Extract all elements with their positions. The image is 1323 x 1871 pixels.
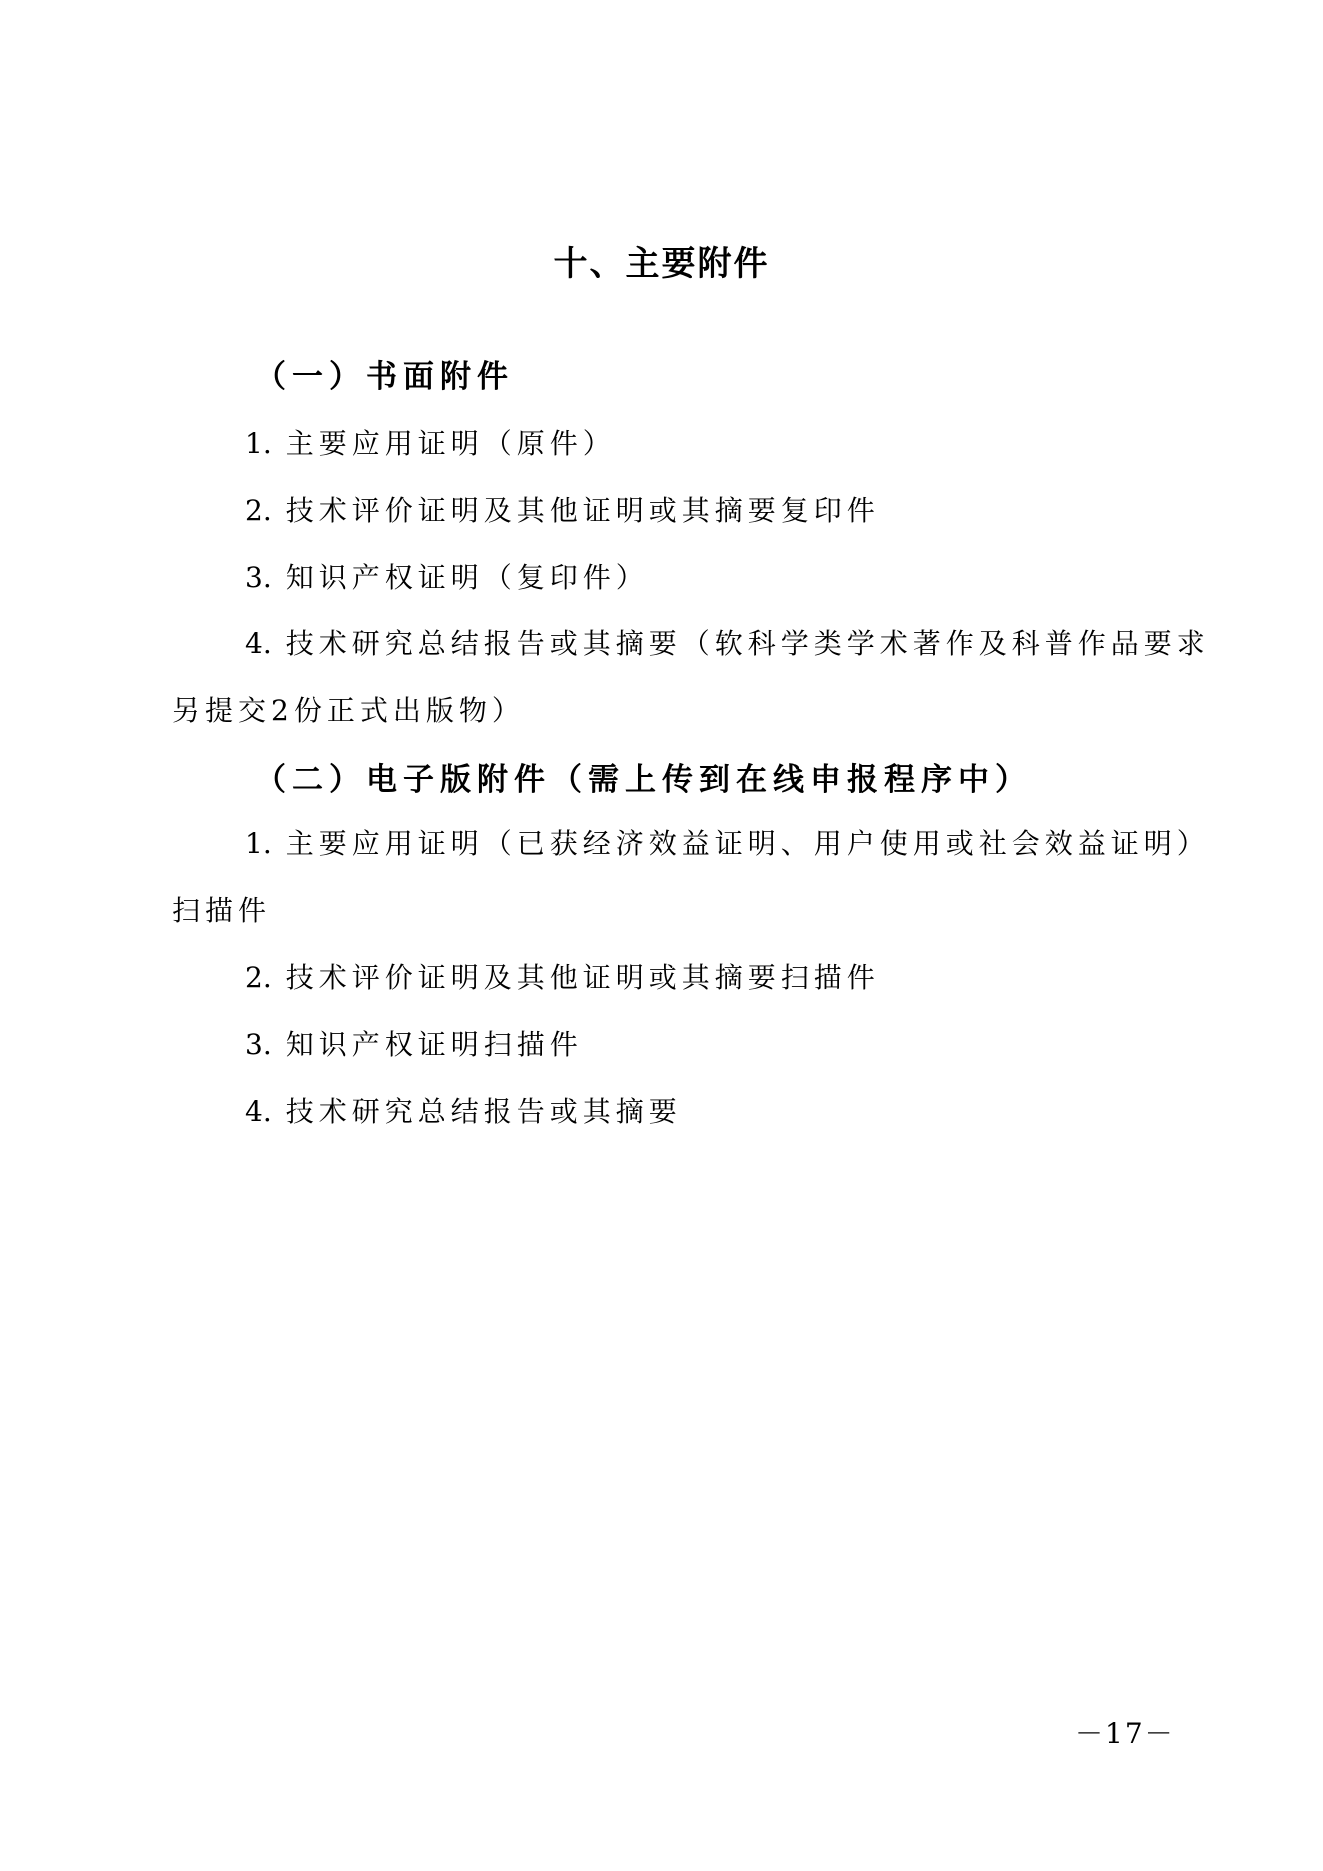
list-item-number: 3. [245, 561, 272, 594]
section-title: 十、主要附件 [553, 244, 770, 284]
subheading-electronic-attachments: （二）电子版附件（需上传到在线申报程序中） [255, 762, 1032, 798]
list-item-text: 技术研究总结报告或其摘要（软科学类学术著作及科普作品要求 [285, 627, 1210, 660]
list-item-number: 4. [245, 627, 272, 660]
list-item [245, 422, 616, 462]
list-item-text: 知识产权证明扫描件 [285, 1028, 583, 1061]
list-item [245, 489, 880, 529]
subheading-written-attachments: （一）书面附件 [255, 359, 514, 395]
list-item-number: 3. [245, 1028, 272, 1061]
list-item-text: 知识产权证明（复印件） [285, 561, 649, 594]
list-item [245, 822, 1210, 862]
list-item-text: 技术评价证明及其他证明或其摘要扫描件 [285, 961, 880, 994]
list-item [245, 556, 649, 596]
list-item [245, 1023, 583, 1063]
list-item-number: 2. [245, 961, 272, 994]
list-item-continuation: 扫描件 [172, 894, 272, 927]
page-number: －17－ [1075, 1717, 1175, 1750]
list-item-text: 主要应用证明（已获经济效益证明、用户使用或社会效益证明） [285, 827, 1210, 860]
list-item-text: 主要应用证明（原件） [285, 427, 616, 460]
list-item-continuation: 另提交2份正式出版物） [172, 694, 525, 727]
list-item-number: 2. [245, 494, 272, 527]
list-item-number: 4. [245, 1095, 272, 1128]
list-item [245, 1090, 682, 1130]
list-item-number: 1. [245, 827, 272, 860]
list-item-text: 技术评价证明及其他证明或其摘要复印件 [285, 494, 880, 527]
list-item [245, 956, 880, 996]
list-item [245, 622, 1210, 662]
list-item-number: 1. [245, 427, 272, 460]
list-item-text: 技术研究总结报告或其摘要 [285, 1095, 682, 1128]
